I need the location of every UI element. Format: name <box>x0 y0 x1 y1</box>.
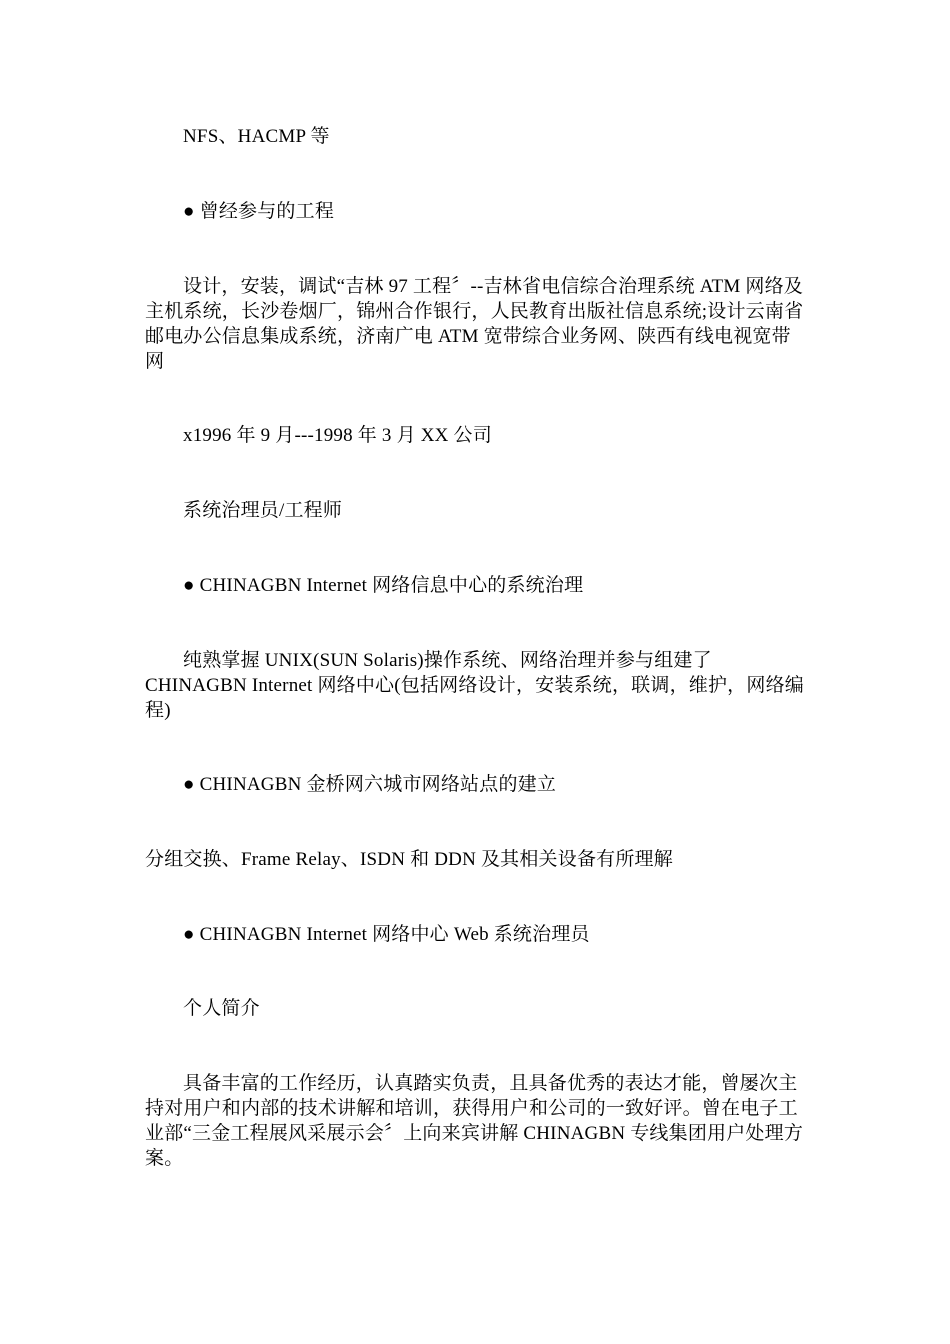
bullet-six-city-sites: ● CHINAGBN 金桥网六城市网络站点的建立 <box>183 774 557 795</box>
text-line: 程) <box>145 700 171 721</box>
text-line: 纯熟掌握 UNIX(SUN Solaris)操作系统、网络治理并参与组建了 <box>183 650 712 671</box>
paragraph-employment-period: x1996 年 9 月---1998 年 3 月 XX 公司 <box>183 425 492 446</box>
text-line: 业部“三金工程展风采展示会〞上向来宾讲解 CHINAGBN 专线集团用户处理方 <box>145 1123 804 1144</box>
bullet-web-admin: ● CHINAGBN Internet 网络中心 Web 系统治理员 <box>183 924 590 945</box>
paragraph-network-protocols: 分组交换、Frame Relay、ISDN 和 DDN 及其相关设备有所理解 <box>145 849 673 870</box>
bullet-projects-heading: ● 曾经参与的工程 <box>183 201 335 222</box>
paragraph-nfs-hacmp: NFS、HACMP 等 <box>183 126 330 147</box>
heading-personal-profile: 个人简介 <box>183 998 260 1019</box>
text-line: 主机系统，长沙卷烟厂，锦州合作银行，人民教育出版社信息系统;设计云南省 <box>145 301 804 322</box>
text-line: 邮电办公信息集成系统，济南广电 ATM 宽带综合业务网、陕西有线电视宽带 <box>145 326 791 347</box>
paragraph-project-details <box>145 274 805 374</box>
paragraph-personal-profile <box>145 1071 805 1171</box>
text-line: 案。 <box>145 1148 184 1169</box>
paragraph-unix-skills <box>145 648 805 723</box>
text-line: 具备丰富的工作经历，认真踏实负责，且具备优秀的表达才能，曾屡次主 <box>183 1073 798 1094</box>
bullet-internet-center-admin: ● CHINAGBN Internet 网络信息中心的系统治理 <box>183 575 584 596</box>
text-line: 设计，安装，调试“吉林 97 工程〞--吉林省电信综合治理系统 ATM 网络及 <box>183 276 804 297</box>
paragraph-job-title: 系统治理员/工程师 <box>183 500 343 521</box>
text-line: 持对用户和内部的技术讲解和培训，获得用户和公司的一致好评。曾在电子工 <box>145 1098 798 1119</box>
text-line: CHINAGBN Internet 网络中心(包括网络设计，安装系统，联调，维护，网络编 <box>145 675 804 696</box>
text-line: 网 <box>145 351 165 372</box>
